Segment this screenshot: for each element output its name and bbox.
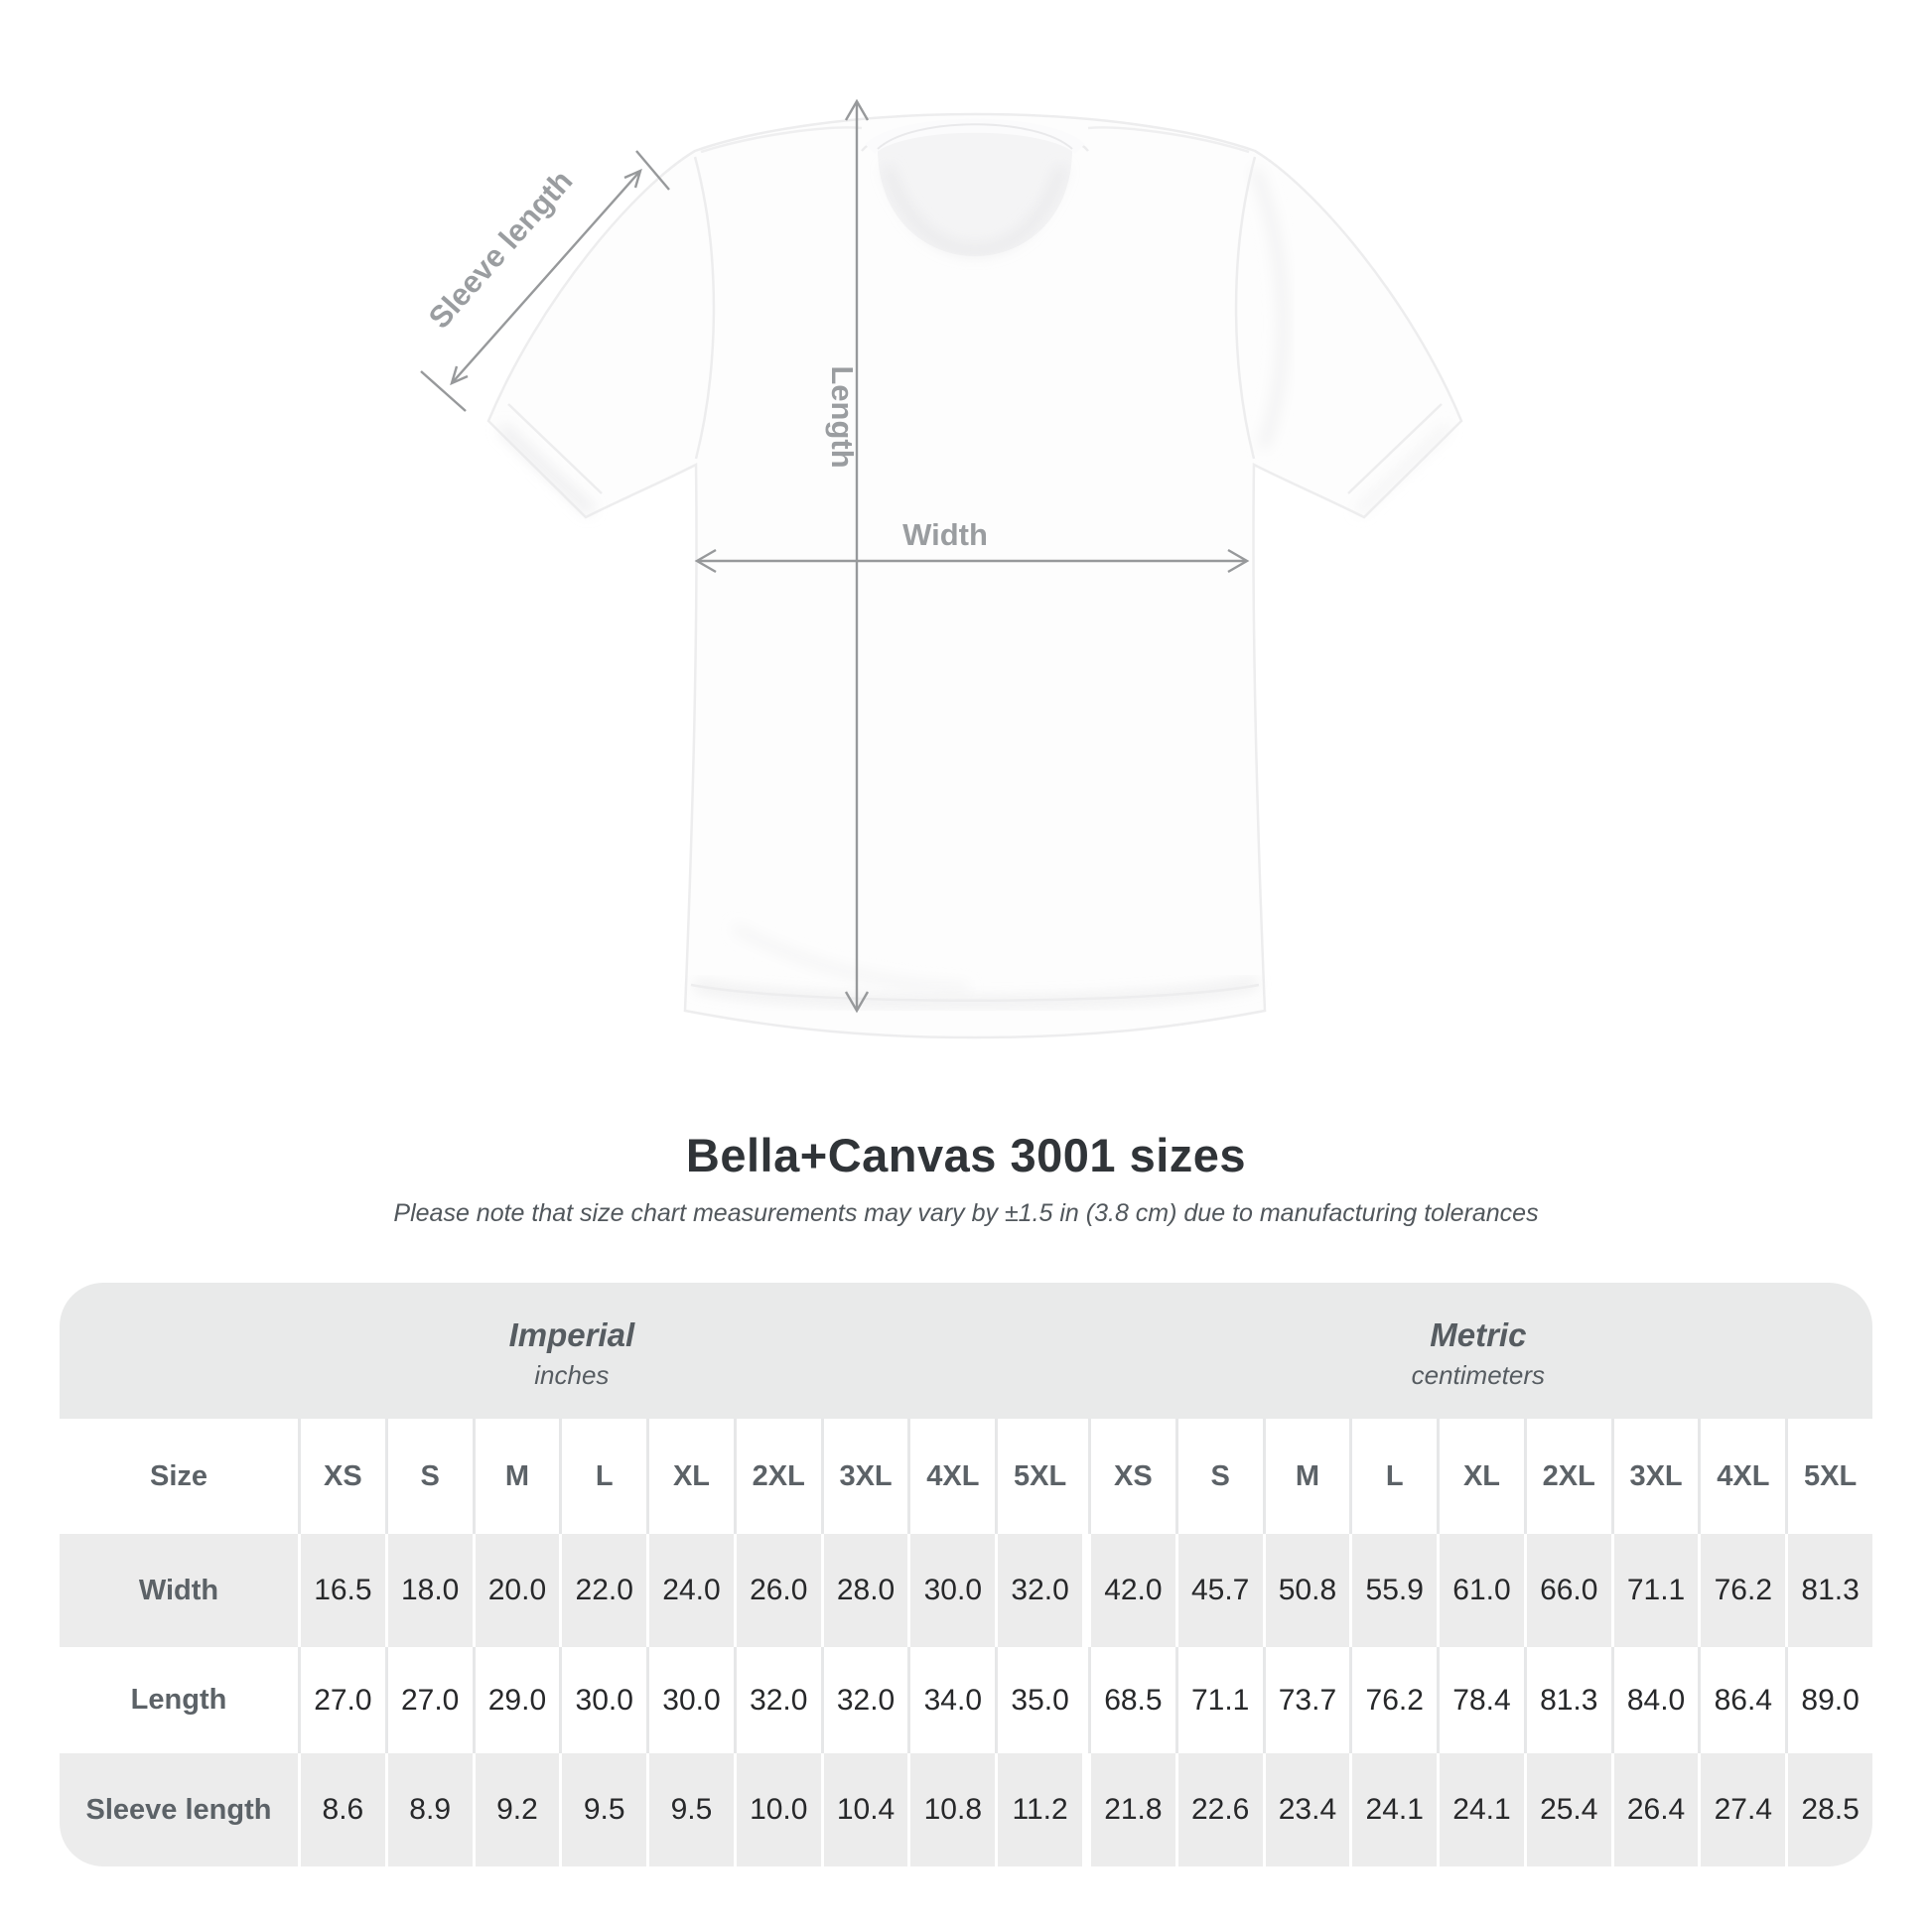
- value-metric: 76.2: [1698, 1534, 1785, 1647]
- size-header-metric-s: S: [1175, 1419, 1263, 1534]
- value-imperial: 10.4: [821, 1753, 908, 1866]
- size-column-header: Size: [149, 1459, 208, 1492]
- size-header-imperial-s: S: [385, 1419, 473, 1534]
- value-imperial: 32.0: [734, 1647, 821, 1753]
- value-imperial: 35.0: [995, 1647, 1082, 1753]
- width-label: Width: [902, 517, 988, 552]
- value-imperial: 28.0: [821, 1534, 908, 1647]
- metric-title: Metric: [1430, 1316, 1527, 1353]
- value-metric: 24.1: [1437, 1753, 1524, 1866]
- value-metric: 71.1: [1611, 1534, 1699, 1647]
- row-label: Width: [60, 1534, 298, 1647]
- value-metric: 68.5: [1088, 1647, 1175, 1753]
- value-imperial: 32.0: [995, 1534, 1082, 1647]
- value-metric: 28.5: [1785, 1753, 1872, 1866]
- size-header-metric-m: M: [1263, 1419, 1350, 1534]
- metric-section-header: [1084, 1283, 1872, 1419]
- value-imperial: 26.0: [734, 1534, 821, 1647]
- value-imperial: 18.0: [385, 1534, 473, 1647]
- unit-header-band: [60, 1283, 1872, 1419]
- value-metric: 50.8: [1263, 1534, 1350, 1647]
- value-metric: 21.8: [1088, 1753, 1175, 1866]
- value-imperial: 20.0: [473, 1534, 560, 1647]
- page-subtitle: Please note that size chart measurements may vary by ±1.5 in (3.8 cm) due to manufacturing tolerances: [393, 1199, 1539, 1227]
- size-header-imperial-3xl: 3XL: [821, 1419, 908, 1534]
- value-imperial: 32.0: [821, 1647, 908, 1753]
- row-label: Length: [130, 1684, 227, 1716]
- value-imperial: 9.2: [473, 1753, 560, 1866]
- value-metric: 24.1: [1349, 1753, 1437, 1866]
- value-metric: 89.0: [1785, 1647, 1872, 1753]
- value-imperial: 16.5: [298, 1534, 385, 1647]
- imperial-unit: inches: [534, 1360, 610, 1390]
- value-metric: 86.4: [1698, 1647, 1785, 1753]
- value-metric: 22.6: [1175, 1753, 1263, 1866]
- value-imperial: 27.0: [298, 1647, 385, 1753]
- value-metric: 26.4: [1611, 1753, 1699, 1866]
- size-header-imperial-xl: XL: [646, 1419, 734, 1534]
- imperial-section-header: [60, 1283, 1084, 1419]
- value-imperial: 34.0: [907, 1647, 995, 1753]
- value-imperial: 8.6: [298, 1753, 385, 1866]
- value-imperial: 11.2: [995, 1753, 1082, 1866]
- size-header-imperial-4xl: 4XL: [907, 1419, 995, 1534]
- table-row-sleeve: [60, 1753, 1872, 1866]
- value-imperial: 9.5: [559, 1753, 646, 1866]
- imperial-title: Imperial: [508, 1316, 635, 1353]
- value-metric: 71.1: [1175, 1647, 1263, 1753]
- size-table: [60, 1283, 1872, 1866]
- size-header-imperial-m: M: [473, 1419, 560, 1534]
- value-imperial: 30.0: [646, 1647, 734, 1753]
- value-imperial: 10.0: [734, 1753, 821, 1866]
- value-imperial: 30.0: [559, 1647, 646, 1753]
- size-header-metric-3xl: 3XL: [1611, 1419, 1699, 1534]
- size-header-metric-xs: XS: [1088, 1419, 1175, 1534]
- value-imperial: 27.0: [385, 1647, 473, 1753]
- value-imperial: 9.5: [646, 1753, 734, 1866]
- value-metric: 42.0: [1088, 1534, 1175, 1647]
- value-metric: 81.3: [1785, 1534, 1872, 1647]
- size-header-metric-4xl: 4XL: [1698, 1419, 1785, 1534]
- value-metric: 81.3: [1524, 1647, 1611, 1753]
- value-metric: 45.7: [1175, 1534, 1263, 1647]
- size-header-metric-l: L: [1349, 1419, 1437, 1534]
- value-metric: 84.0: [1611, 1647, 1699, 1753]
- tshirt-illustration: [488, 114, 1461, 1037]
- value-metric: 27.4: [1698, 1753, 1785, 1866]
- value-imperial: 10.8: [907, 1753, 995, 1866]
- length-label: Length: [825, 365, 860, 469]
- value-imperial: 29.0: [473, 1647, 560, 1753]
- size-header-imperial-2xl: 2XL: [734, 1419, 821, 1534]
- value-imperial: 22.0: [559, 1534, 646, 1647]
- size-header-imperial-5xl: 5XL: [995, 1419, 1082, 1534]
- value-metric: 61.0: [1437, 1534, 1524, 1647]
- size-header-metric-2xl: 2XL: [1524, 1419, 1611, 1534]
- table-row-width: [60, 1534, 1872, 1647]
- value-metric: 66.0: [1524, 1534, 1611, 1647]
- value-metric: 55.9: [1349, 1534, 1437, 1647]
- row-label: Sleeve length: [60, 1753, 298, 1866]
- value-metric: 76.2: [1349, 1647, 1437, 1753]
- value-metric: 23.4: [1263, 1753, 1350, 1866]
- value-metric: 25.4: [1524, 1753, 1611, 1866]
- size-header-imperial-xs: XS: [298, 1419, 385, 1534]
- value-metric: 73.7: [1263, 1647, 1350, 1753]
- value-imperial: 30.0: [907, 1534, 995, 1647]
- metric-unit: centimeters: [1411, 1360, 1546, 1390]
- value-metric: 78.4: [1437, 1647, 1524, 1753]
- page-title: Bella+Canvas 3001 sizes: [685, 1129, 1247, 1181]
- size-header-row: [60, 1419, 1872, 1534]
- value-imperial: 24.0: [646, 1534, 734, 1647]
- size-header-metric-5xl: 5XL: [1785, 1419, 1872, 1534]
- value-imperial: 8.9: [385, 1753, 473, 1866]
- table-row-length: [60, 1647, 1872, 1753]
- size-header-metric-xl: XL: [1437, 1419, 1524, 1534]
- sleeve-length-label: Sleeve length: [421, 163, 580, 336]
- size-header-imperial-l: L: [559, 1419, 646, 1534]
